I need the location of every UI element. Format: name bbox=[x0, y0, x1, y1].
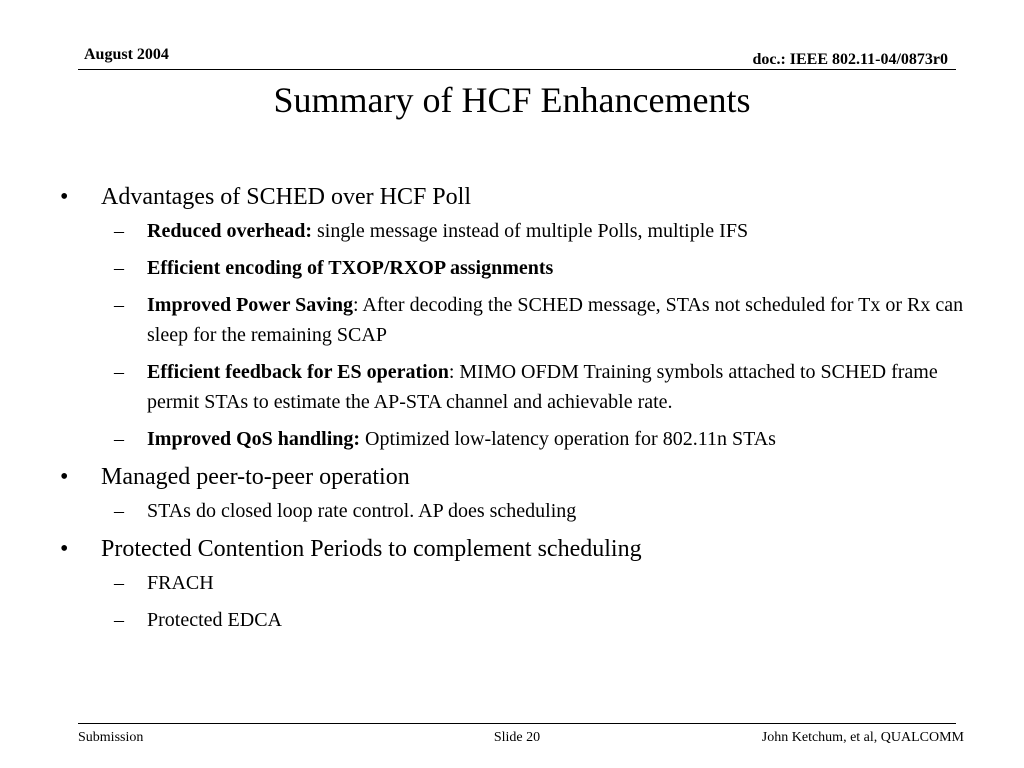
sub-bullet-marker: – bbox=[114, 609, 124, 631]
bullet-item-peer-to-peer bbox=[60, 462, 970, 526]
header-doc-id: doc.: IEEE 802.11-04/0873r0 bbox=[752, 51, 948, 68]
sub-bullet-text: STAs do closed loop rate control. AP does scheduling bbox=[147, 500, 577, 522]
sub-bullet-item bbox=[101, 216, 970, 246]
sub-bullet-item bbox=[101, 290, 970, 350]
bullet-marker: • bbox=[60, 536, 69, 562]
footer-submission: Submission bbox=[78, 730, 144, 745]
sub-bullet-bold-text: Efficient feedback for ES operation bbox=[147, 361, 449, 383]
sub-bullet-item bbox=[101, 496, 970, 526]
sub-bullet-list bbox=[101, 216, 970, 454]
sub-bullet-marker: – bbox=[114, 500, 124, 522]
sub-bullet-text: : After decoding the SCHED message, STAs not scheduled for Tx or Rx can sleep for the remaining SCAP bbox=[147, 294, 964, 346]
sub-bullet-bold-text: Improved QoS handling: bbox=[147, 428, 361, 450]
sub-bullet-item bbox=[101, 424, 970, 454]
bullet-item-protected-contention bbox=[60, 534, 970, 635]
sub-bullet-item bbox=[101, 253, 970, 283]
header-divider bbox=[78, 69, 956, 70]
sub-bullet-marker: – bbox=[114, 220, 124, 242]
footer-slide-number: Slide 20 bbox=[493, 730, 541, 745]
sub-bullet-marker: – bbox=[114, 572, 124, 594]
bullet-text: Protected Contention Periods to complement scheduling bbox=[101, 536, 642, 562]
sub-bullet-text: Optimized low-latency operation for 802.11n STAs bbox=[360, 428, 776, 450]
sub-bullet-marker: – bbox=[114, 428, 124, 450]
sub-bullet-text: : MIMO OFDM Training symbols attached to SCHED frame permit STAs to estimate the AP-STA channel and achievable rate. bbox=[147, 361, 938, 413]
slide-title: Summary of HCF Enhancements bbox=[273, 80, 751, 120]
sub-bullet-text: single message instead of multiple Polls, multiple IFS bbox=[311, 220, 749, 242]
sub-bullet-bold-text: Improved Power Saving bbox=[147, 294, 353, 316]
footer-divider bbox=[78, 723, 956, 724]
sub-bullet-marker: – bbox=[114, 294, 124, 316]
bullet-marker: • bbox=[60, 184, 69, 210]
bullet-item-sched-advantages bbox=[60, 182, 970, 454]
bullet-list bbox=[60, 182, 970, 635]
sub-bullet-list bbox=[101, 568, 970, 635]
sub-bullet-item bbox=[101, 605, 970, 635]
sub-bullet-item bbox=[101, 357, 970, 417]
footer-authors: John Ketchum, et al, QUALCOMM bbox=[761, 730, 964, 745]
bullet-text: Managed peer-to-peer operation bbox=[101, 464, 410, 490]
sub-bullet-bold-text: Reduced overhead: bbox=[147, 220, 312, 242]
bullet-marker: • bbox=[60, 464, 69, 490]
sub-bullet-text: Protected EDCA bbox=[147, 609, 282, 631]
sub-bullet-item bbox=[101, 568, 970, 598]
header-date: August 2004 bbox=[84, 46, 169, 63]
bullet-text: Advantages of SCHED over HCF Poll bbox=[101, 184, 471, 210]
sub-bullet-list bbox=[101, 496, 970, 526]
sub-bullet-bold-text: Efficient encoding of TXOP/RXOP assignments bbox=[147, 257, 554, 279]
sub-bullet-marker: – bbox=[114, 361, 124, 383]
sub-bullet-text: FRACH bbox=[147, 572, 214, 594]
sub-bullet-marker: – bbox=[114, 257, 124, 279]
